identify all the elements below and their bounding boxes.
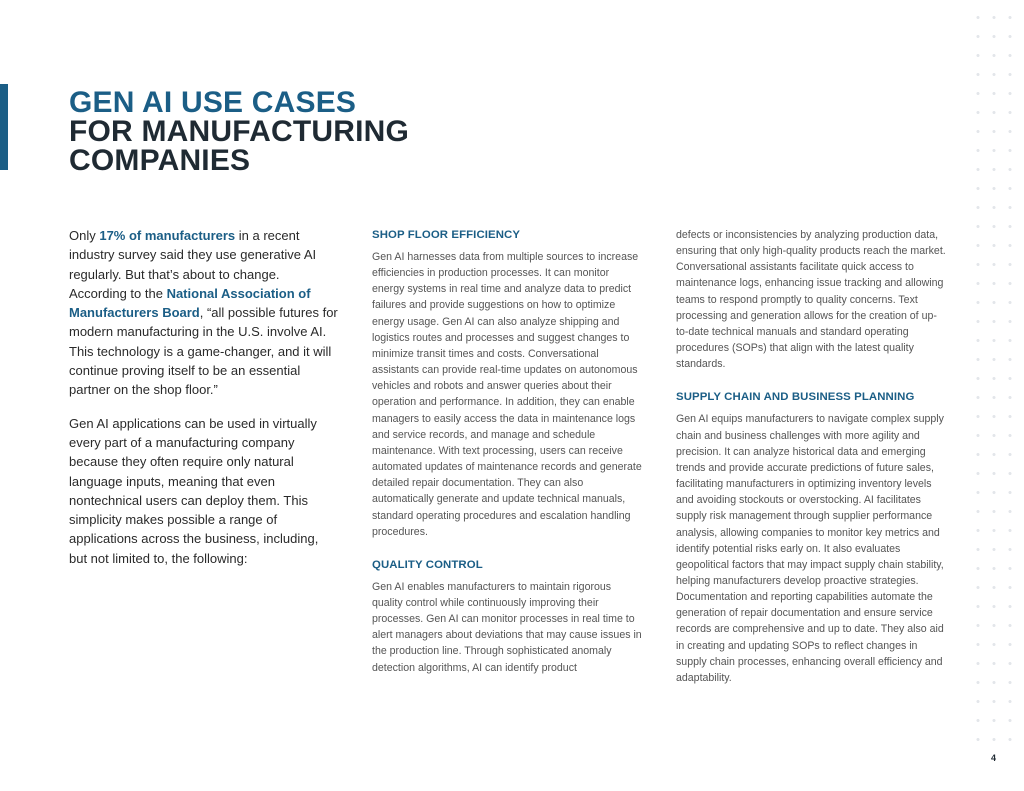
survey-link[interactable]: 17% of manufacturers [99,228,236,243]
intro-text: Only [69,228,100,243]
supply-chain-heading: SUPPLY CHAIN AND BUSINESS PLANNING [676,391,915,404]
shop-floor-body: Gen AI harnesses data from multiple sources to increase efficiencies in production processes. It can monitor energy systems in real time and analyze data to predict failures and provide suggestions on how to optimize energy usage. Gen AI can also analyze shipping and logistics routes and processes and suggest changes to minimize transit times and costs. Conversational assistants can provide real-time updates on autonomous vehicles and robots and answer queries about their operation and performance. In addition, they can enable managers to easily access the data in maintenance logs and service records, and manage and schedule maintenance. With text processing, users can receive automated updates of maintenance records and generate detailed repair documentation. They can also automatically generate and update technical manuals, standard operating procedures and escalation handling procedures. [372,251,642,538]
page-title [69,88,409,175]
intro-paragraph-2: Gen AI applications can be used in virtually every part of a manufacturing company because they often require only natural language inputs, meaning that even nontechnical users can deploy them. This simplicity makes possible a range of applications across the business, including, but not limited to, the following: [69,415,319,566]
title-line-2: FOR MANUFACTURING [69,115,410,148]
quality-section [372,558,642,676]
title-line-3: COMPANIES [69,144,251,177]
decorative-dot-grid [970,8,1018,748]
title-line-1: GEN AI USE CASES [69,86,357,119]
quality-heading: QUALITY CONTROL [372,558,483,571]
accent-bar [0,84,8,170]
quality-body-part-2: defects or inconsistencies by analyzing production data, ensuring that only high-quality products reach the market. Conversational assistants facilitate quick access to maintenance logs, enhancing issue tracking and allowing teams to respond promptly to quality concerns. Text processing and generation allows for the creation of up-to-date technical manuals and standard operating procedures (SOPs) that align with the latest quality standards. [676,229,946,371]
supply-chain-body: Gen AI equips manufacturers to navigate complex supply chain and business challenges with more agility and precision. It can analyze historical data and emerging trends and provide accurate predictions of future sales, facilitating manufacturers in optimizing inventory levels and avoiding stockouts or overstocking. AI facilitates supply risk management through supplier performance analysis, allowing companies to monitor key metrics and identify potential risks early on. It also evaluates geopolitical factors that may impact supply chain stability, helping manufacturers develop proactive strategies. Documentation and reporting capabilities automate the generation of repair documentation and ensure service records are comprehensive and up to date. They also aid in creating and updating SOPs to reflect changes in supply chain processes, enhancing overall efficiency and adaptability. [676,413,944,684]
shop-floor-heading: SHOP FLOOR EFFICIENCY [372,229,521,241]
intro-paragraph-1 [69,226,339,400]
page-number: 4 [991,753,997,763]
right-column [676,227,948,686]
shop-floor-section [372,228,642,540]
middle-column [372,228,642,694]
intro-text: in a recent industry survey said they use generative AI regularly. But that’s about to change. According to the [69,228,317,301]
intro-text: , “all possible futures for modern manufacturing in the U.S. involve AI. This technology is a game-changer, and it will continue proving itself to be an essential partner on the shop floor.” [69,305,338,398]
quality-body-part-1: Gen AI enables manufacturers to maintain rigorous quality control while continuously improving their processes. Gen AI can monitor processes in real time to alert managers about deviations that may cause issues in the production line. Through sophisticated anomaly detection algorithms, AI can identify product [372,580,642,674]
intro-column [69,226,339,582]
nam-board-link[interactable]: National Association of Manufacturers Board [69,285,311,321]
